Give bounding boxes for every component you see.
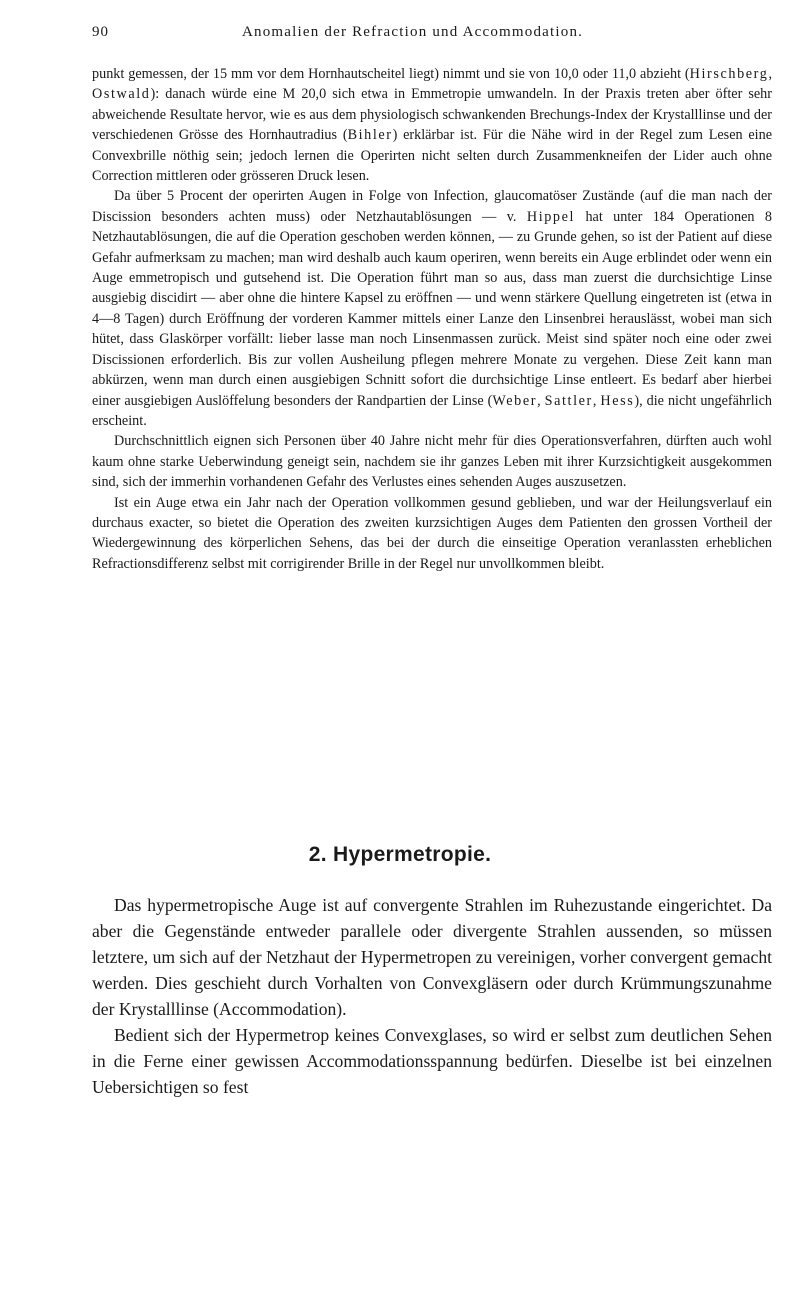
author-name: Hippel [526, 208, 576, 225]
author-name: Sattler [544, 392, 593, 409]
paragraph: Das hypermetropische Auge ist auf convergente Strahlen im Ruhezustande eingerichtet. Da aber die Gegenstände entweder parallele oder divergente Strahlen aussenden, so müssen letztere, um sich auf der Netzhaut der Hypermetropen zu vereinigen, vorher convergent gemacht werden. Dies geschieht durch Vorhalten von Convexgläsern oder durch Krümmungszunahme der Krystalllinse (Accommodation). [92, 895, 772, 1019]
page-header [92, 24, 772, 46]
author-name: Hirschberg [689, 66, 769, 82]
hypermetropia-text [92, 892, 772, 1100]
paragraph: Bedient sich der Hypermetrop keines Convexglases, so wird er selbst zum deutlichen Sehen in die Ferne einer gewissen Accommodationsspannung bedürfen. Dieselbe ist bei einzelnen Uebersichtigen so fest [92, 1025, 772, 1097]
author-name: Ostwald [92, 86, 151, 103]
section-heading: 2. Hypermetropie. [308, 843, 492, 866]
author-name: Bihler [347, 127, 393, 144]
paragraph: Durchschnittlich eignen sich Personen über 40 Jahre nicht mehr für dies Operationsverfahren, dürften auch wohl kaum ohne starke Ueberwindung geneigt sein, nachdem sie ihr ganzes Leben mit ihrer Kurzsichtigkeit ausgekommen sind, sich der immerhin vorhandenen Gefahr des Verlustes eines sehenden Auges auszusetzen. [92, 433, 772, 491]
author-name: Weber [492, 392, 538, 409]
paragraph: Ist ein Auge etwa ein Jahr nach der Operation vollkommen gesund geblieben, und war der Heilungsverlauf ein durchaus exacter, so bietet die Operation des zweiten kurzsichtigen Auges dem Patienten den grossen Vortheil der Wiedergewinnung des körperlichen Sehens, das bei der durch die einseitige Operation veranlassten erheblichen Refractionsdifferenz selbst mit corrigirender Brille in der Regel nur unvollkommen bleibt. [92, 494, 772, 572]
paragraph: Da über 5 Procent der operirten Augen in Folge von Infection, glaucomatöser Zustände (auf die man nach der Discission besonders achten muss) oder Netzhautablösungen — v. Hippel hat unter 184 Operationen 8 Netzhautablösungen, die auf die Operation geschoben werden können, — zu Grunde gehen, so ist der Patient auf diese Gefahr aufmerksam zu machen; man wird deshalb auch kaum operiren, wenn bereits ein Auge erblindet oder wenn ein Auge emmetropisch und gutsehend ist. Die Operation führt man so aus, dass man zuerst die durchsichtige Linse ausgiebig discidirt — aber ohne die hintere Kapsel zu eröffnen — und wenn stärkere Quellung eingetreten ist (etwa in 4—8 Tagen) durch Eröffnung der vorderen Kammer mittels einer Lanze den Linsenbrei herauslässt, wobei man sich hütet, dass Glaskörper vorfällt: lieber lasse man noch Linsenmassen zurück. Meist sind später noch eine oder zwei Discissionen erforderlich. Bis zur vollen Ausheilung pflegen mehrere Monate zu vergehen. Diese Zeit kann man abkürzen, wenn man durch einen ausgiebigen Schnitt sofort die durchsichtige Linse entleert. Es bedarf aber hierbei einer ausgiebigen Auslöffelung besonders der Randpartien der Linse (Weber, Sattler, Hess), die nicht ungefährlich erscheint. [92, 188, 773, 429]
page-number: 90 [92, 24, 109, 40]
paragraph: punkt gemessen, der 15 mm vor dem Hornhautscheitel liegt) nimmt und sie von 10,0 oder 11,0 abzieht (Hirschberg, Ostwald): danach würde eine M 20,0 sich etwa in Emmetropie umwandeln. In der Praxis treten aber öfter sehr abweichende Resultate hervor, wie es aus dem physiologisch schwankenden Brechungs-Index der Krystalllinse und der verschiedenen Grösse des Hornhautradius (Bihler) erklärbar ist. Für die Nähe wird in der Regel zum Lesen eine Convexbrille nöthig sein; jedoch lernen die Operirten nicht selten durch Zusammenkneifen der Lider auch ohne Correction mittleren oder grösseren Druck lesen. [92, 66, 772, 185]
myopia-operation-text [92, 64, 772, 574]
author-name: Hess [600, 392, 635, 409]
running-title: Anomalien der Refraction und Accommodation. [242, 24, 584, 40]
